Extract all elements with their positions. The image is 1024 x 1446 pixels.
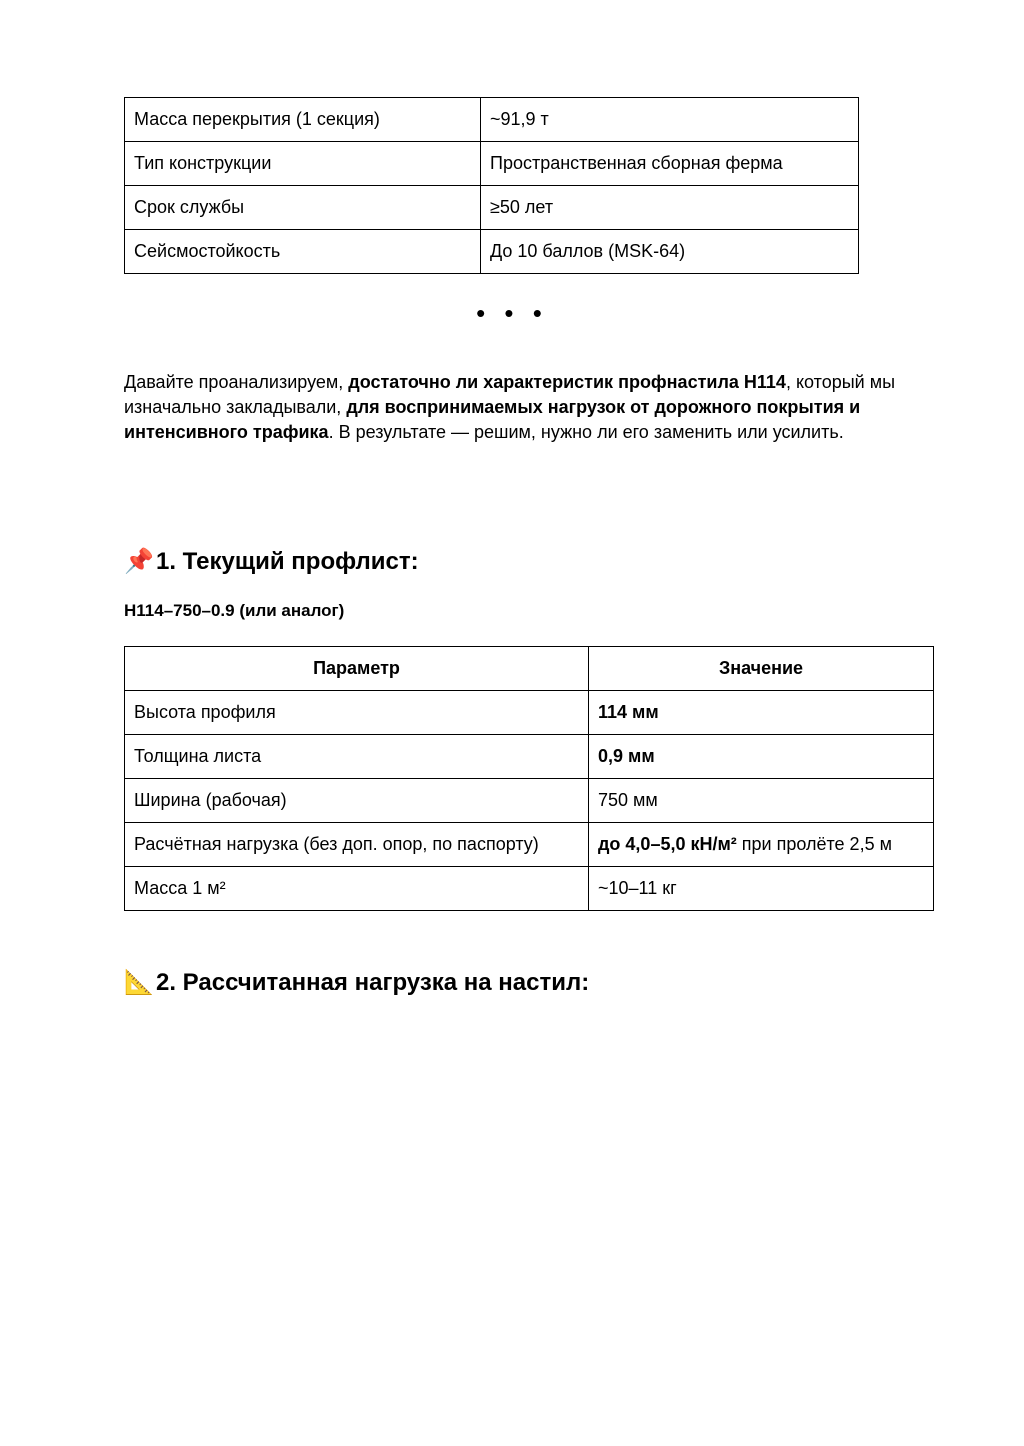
section-title: 2. Рассчитанная нагрузка на настил: <box>156 969 590 996</box>
intro-bold-text: для воспринимаемых нагрузок от дорожного покрытия и интенсивного трафика <box>124 397 861 442</box>
spec-value: ≥50 лет <box>481 186 859 230</box>
value-text: при пролёте 2,5 м <box>736 834 892 854</box>
profile-table <box>124 646 934 911</box>
profile-param: Расчётная нагрузка (без доп. опор, по паспорту) <box>125 823 589 867</box>
value-text: ~10–11 кг <box>598 878 677 898</box>
column-header: Параметр <box>125 647 589 691</box>
intro-text: , который мы изначально закладывали, <box>124 372 896 417</box>
table-row <box>125 98 859 142</box>
table-header-row <box>125 647 934 691</box>
intro-bold-text: достаточно ли характеристик профнастила Н114 <box>348 372 786 392</box>
intro-text: Давайте проанализируем, <box>124 372 349 392</box>
profile-param: Высота профиля <box>125 691 589 735</box>
value-bold: до 4,0–5,0 кН/м² <box>598 834 737 854</box>
profile-value <box>589 691 934 735</box>
section-separator: • • • <box>476 298 548 328</box>
section-heading-calculated-load <box>124 968 589 998</box>
table-row <box>125 735 934 779</box>
table-row <box>125 779 934 823</box>
table-row <box>125 823 934 867</box>
intro-text: . В результате — решим, нужно ли его заменить или усилить. <box>328 422 844 442</box>
value-text: 750 мм <box>598 790 658 810</box>
profile-value <box>589 779 934 823</box>
profile-param: Масса 1 м² <box>125 867 589 911</box>
table-row <box>125 867 934 911</box>
pushpin-icon: 📌 <box>124 548 154 575</box>
value-bold: 0,9 мм <box>598 746 655 766</box>
intro-paragraph <box>124 370 904 445</box>
table-row <box>125 691 934 735</box>
value-bold: 114 мм <box>598 702 659 722</box>
triangular-ruler-icon: 📐 <box>124 969 154 996</box>
spec-value: До 10 баллов (MSK-64) <box>481 230 859 274</box>
column-header: Значение <box>589 647 934 691</box>
spec-param: Масса перекрытия (1 секция) <box>125 98 481 142</box>
spec-param: Тип конструкции <box>125 142 481 186</box>
profile-value <box>589 735 934 779</box>
spec-table <box>124 97 859 274</box>
profile-param: Толщина листа <box>125 735 589 779</box>
spec-value: ~91,9 т <box>481 98 859 142</box>
profile-subtitle: Н114–750–0.9 (или аналог) <box>124 601 345 620</box>
section-heading-current-profile <box>124 547 419 577</box>
profile-value <box>589 867 934 911</box>
profile-param: Ширина (рабочая) <box>125 779 589 823</box>
table-row <box>125 142 859 186</box>
table-row <box>125 186 859 230</box>
spec-param: Сейсмостойкость <box>125 230 481 274</box>
section-title: 1. Текущий профлист: <box>156 548 419 575</box>
spec-value: Пространственная сборная ферма <box>481 142 859 186</box>
profile-value <box>589 823 934 867</box>
spec-param: Срок службы <box>125 186 481 230</box>
table-row <box>125 230 859 274</box>
